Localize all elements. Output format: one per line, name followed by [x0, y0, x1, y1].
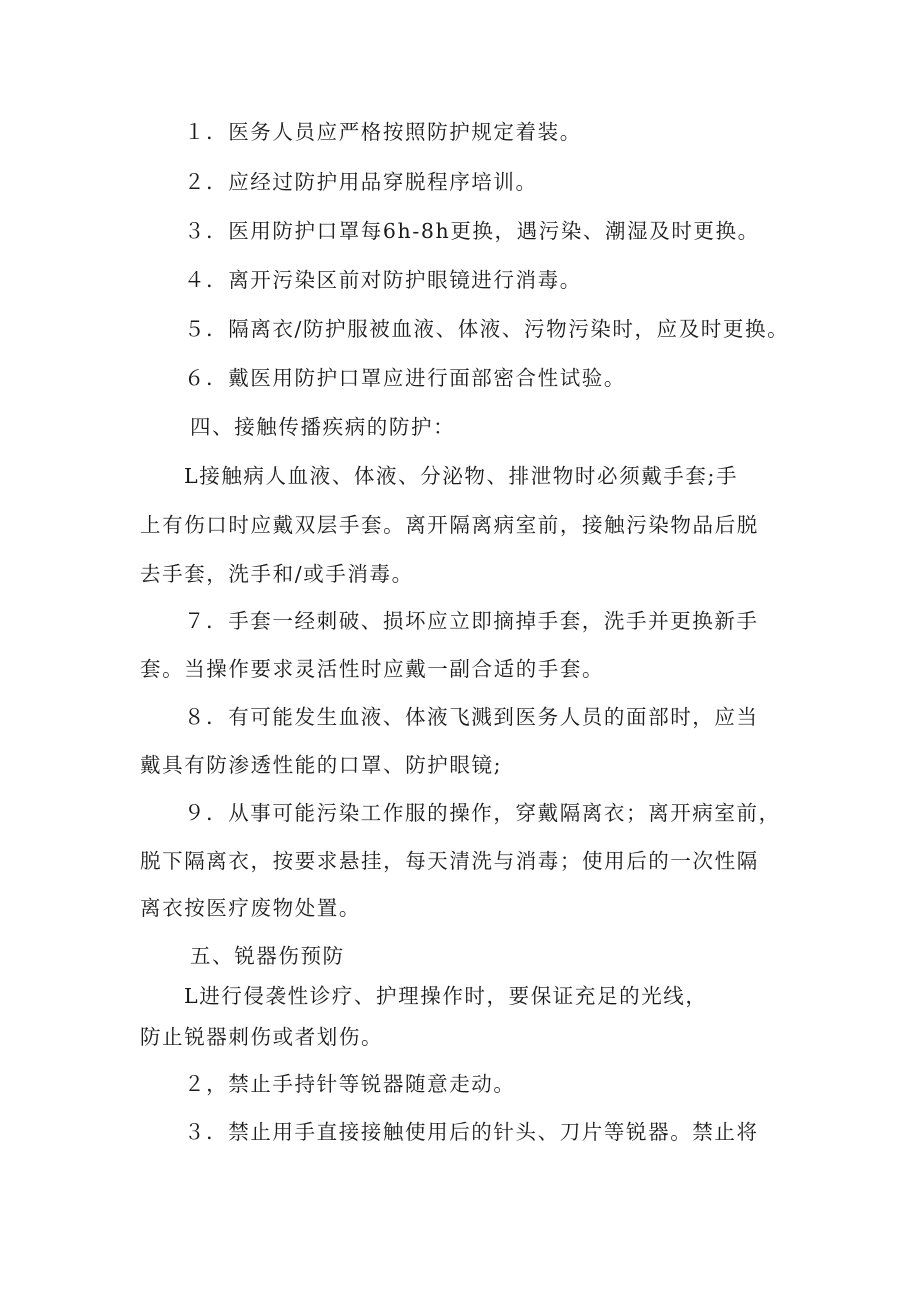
text-line: ２．应经过防护用品穿脱程序培训。	[184, 170, 538, 194]
text-line: 上有伤口时应戴双层手套。离开隔离病室前，接触污染物品后脱	[140, 513, 759, 537]
text-line: ３．医用防护口罩每6h-8h更换，遇污染、潮湿及时更换。	[184, 219, 760, 243]
section-heading: 五、锐器伤预防	[190, 944, 345, 968]
text-line: 套。当操作要求灵活性时应戴一副合适的手套。	[140, 657, 605, 681]
text-line: 防止锐器刺伤或者划伤。	[140, 1025, 384, 1049]
text-line: １．医务人员应严格按照防护规定着装。	[184, 120, 582, 144]
text-line: ８．有可能发生血液、体液飞溅到医务人员的面部时，应当	[184, 705, 759, 729]
text-line: 脱下隔离衣，按要求悬挂，每天清洗与消毒；使用后的一次性隔	[140, 849, 759, 873]
text-line: L进行侵袭性诊疗、护理操作时，要保证充足的光线，	[184, 984, 708, 1008]
text-line: 戴具有防渗透性能的口罩、防护眼镜;	[140, 753, 503, 777]
text-line: ６．戴医用防护口罩应进行面部密合性试验。	[184, 366, 626, 390]
text-line: ７．手套一经刺破、损坏应立即摘掉手套，洗手并更换新手	[184, 609, 759, 633]
text-line: L接触病人血液、体液、分泌物、排泄物时必须戴手套;手	[184, 464, 739, 488]
text-line: ４．离开污染区前对防护眼镜进行消毒。	[184, 268, 582, 292]
text-line: ９．从事可能污染工作服的操作，穿戴隔离衣；离开病室前，	[184, 801, 781, 825]
text-line: ２，禁止手持针等锐器随意走动。	[184, 1072, 516, 1096]
section-heading: 四、接触传播疾病的防护：	[190, 415, 456, 439]
text-line: 离衣按医疗废物处置。	[140, 896, 361, 920]
text-line: 去手套，洗手和/或手消毒。	[140, 562, 414, 586]
text-line: ３．禁止用手直接接触使用后的针头、刀片等锐器。禁止将	[184, 1120, 759, 1144]
text-line: ５．隔离衣/防护服被血液、体液、污物污染时，应及时更换。	[184, 317, 790, 341]
